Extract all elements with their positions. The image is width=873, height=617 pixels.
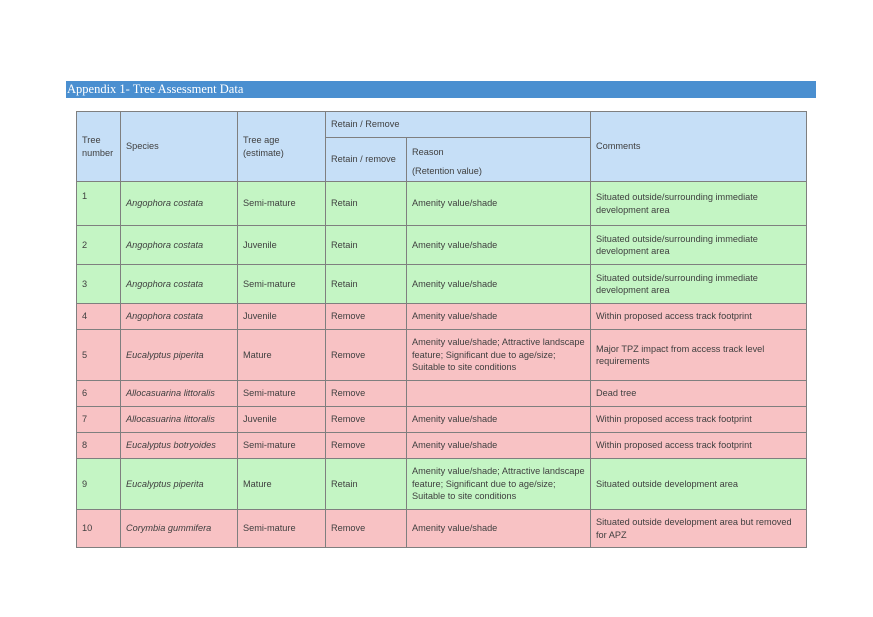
table-row [77,459,807,510]
comments-cell: Within proposed access track footprint [591,304,807,330]
table-row [77,433,807,459]
table-row [77,182,807,226]
reason-cell: Amenity value/shade [407,182,591,226]
reason-cell [407,381,591,407]
tree-assessment-table [76,111,807,548]
species-cell: Angophora costata [121,182,238,226]
table-row [77,226,807,265]
comments-cell: Major TPZ impact from access track level requirements [591,330,807,381]
tree-number-cell: 9 [77,459,121,510]
decision-cell: Remove [326,433,407,459]
header-reason [407,138,591,182]
age-cell: Juvenile [238,407,326,433]
reason-cell: Amenity value/shade [407,304,591,330]
header-comments: Comments [591,112,807,182]
decision-cell: Retain [326,226,407,265]
comments-cell: Situated outside/surrounding immediate development area [591,182,807,226]
age-cell: Mature [238,330,326,381]
header-species: Species [121,112,238,182]
tree-number-cell: 3 [77,265,121,304]
tree-number-cell: 1 [77,182,121,226]
table-row [77,265,807,304]
decision-cell: Remove [326,304,407,330]
reason-cell: Amenity value/shade [407,265,591,304]
comments-cell: Within proposed access track footprint [591,433,807,459]
table-row [77,407,807,433]
reason-cell: Amenity value/shade [407,407,591,433]
age-cell: Semi-mature [238,381,326,407]
comments-cell: Dead tree [591,381,807,407]
header-tree-number: Tree number [77,112,121,182]
age-cell: Juvenile [238,304,326,330]
table-row [77,510,807,548]
age-cell: Mature [238,459,326,510]
appendix-heading: Appendix 1- Tree Assessment Data [66,81,816,98]
age-cell: Semi-mature [238,265,326,304]
species-cell: Allocasuarina littoralis [121,381,238,407]
species-cell: Corymbia gummifera [121,510,238,548]
species-cell: Allocasuarina littoralis [121,407,238,433]
decision-cell: Retain [326,182,407,226]
species-cell: Eucalyptus piperita [121,459,238,510]
tree-number-cell: 6 [77,381,121,407]
tree-number-cell: 5 [77,330,121,381]
species-cell: Eucalyptus botryoides [121,433,238,459]
table-row [77,381,807,407]
age-cell: Juvenile [238,226,326,265]
decision-cell: Retain [326,459,407,510]
age-cell: Semi-mature [238,510,326,548]
comments-cell: Situated outside development area [591,459,807,510]
comments-cell: Within proposed access track footprint [591,407,807,433]
decision-cell: Remove [326,510,407,548]
reason-cell: Amenity value/shade [407,510,591,548]
comments-cell: Situated outside/surrounding immediate development area [591,265,807,304]
decision-cell: Remove [326,330,407,381]
tree-number-cell: 8 [77,433,121,459]
table-row [77,330,807,381]
header-retain-remove: Retain / remove [326,138,407,182]
decision-cell: Retain [326,265,407,304]
reason-cell: Amenity value/shade [407,226,591,265]
header-reason-sub: (Retention value) [412,165,482,176]
tree-number-cell: 4 [77,304,121,330]
header-reason-label: Reason [412,146,444,157]
tree-number-cell: 7 [77,407,121,433]
comments-cell: Situated outside/surrounding immediate development area [591,226,807,265]
reason-cell: Amenity value/shade [407,433,591,459]
species-cell: Angophora costata [121,304,238,330]
age-cell: Semi-mature [238,182,326,226]
tree-number-cell: 10 [77,510,121,548]
header-tree-age: Tree age (estimate) [238,112,326,182]
tree-number-cell: 2 [77,226,121,265]
reason-cell: Amenity value/shade; Attractive landscape feature; Significant due to age/size; Suitable to site conditions [407,459,591,510]
reason-cell: Amenity value/shade; Attractive landscape feature; Significant due to age/size; Suitable to site conditions [407,330,591,381]
header-retain-remove-group: Retain / Remove [326,112,591,138]
species-cell: Angophora costata [121,226,238,265]
age-cell: Semi-mature [238,433,326,459]
species-cell: Angophora costata [121,265,238,304]
species-cell: Eucalyptus piperita [121,330,238,381]
comments-cell: Situated outside development area but removed for APZ [591,510,807,548]
decision-cell: Remove [326,407,407,433]
header-row [77,112,807,138]
decision-cell: Remove [326,381,407,407]
table-row [77,304,807,330]
